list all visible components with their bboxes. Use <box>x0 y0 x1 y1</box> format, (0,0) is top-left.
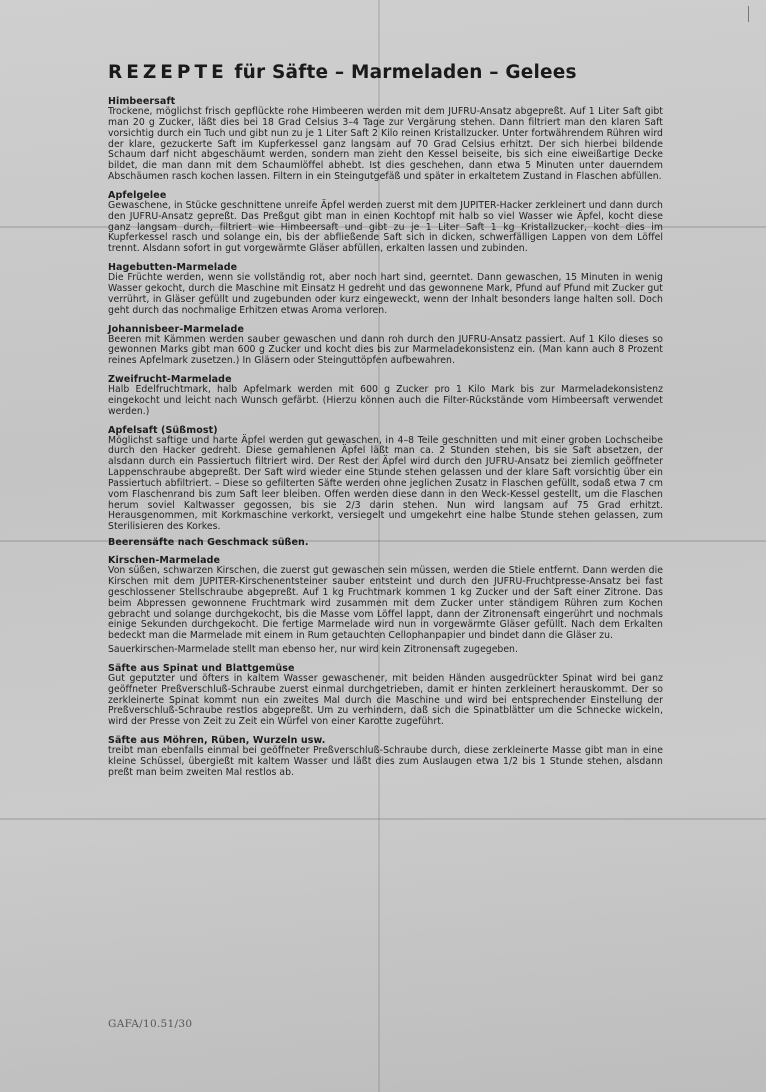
recipe-heading: Säfte aus Spinat und Blattgemüse <box>108 662 295 674</box>
recipe-text: Gut geputzter und öfters in kaltem Wasser gewaschener, mit beiden Händen ausgedrückter Spinat wird bei ganz geöffneter Preßverschluß-Schraube zuerst einmal durchgetrieben, damit er hinten zerkleinert herauskommt. Der so zerkleinerte Spinat kommt nun ein zweites Mal durch die Maschine und wird bei entsprechender Einstellung der Preßverschluß-Schraube restlos abgepreßt. Um zu verhindern, daß sich die Spinatblätter um die Schnecke wickeln, wird der Presse von Zeit zu Zeit ein Würfel von einer Karotte zugeführt. <box>108 672 663 728</box>
recipe-kirschen-marmelade <box>108 555 663 656</box>
recipe-moehren-saefte <box>108 735 663 779</box>
corner-mark <box>748 6 749 22</box>
recipe-spinat-saefte <box>108 663 663 728</box>
recipe-text: Halb Edelfruchtmark, halb Apfelmark werden mit 600 g Zucker pro 1 Kilo Mark bis zur Marmeladekonsistenz eingekocht und leicht nach Wunsch gefärbt. (Hierzu können auch die Filter-Rückstände vom Himbeersaft verwendet werden.) <box>108 384 663 417</box>
recipe-zweifrucht-marmelade <box>108 374 663 418</box>
recipe-heading: Apfelgelee <box>108 189 167 201</box>
recipe-note: Beerensäfte nach Geschmack süßen. <box>108 537 309 549</box>
recipe-heading: Säfte aus Möhren, Rüben, Wurzeln usw. <box>108 735 326 747</box>
recipe-heading: Apfelsaft (Süßmost) <box>108 424 218 436</box>
recipe-apfelsaft <box>108 425 663 549</box>
recipe-heading: Hagebutten-Marmelade <box>108 262 238 274</box>
title-subject: für Säfte – Marmeladen – Gelees <box>234 62 577 83</box>
paper-fold <box>0 818 766 820</box>
recipe-text: Die Früchte werden, wenn sie vollständig rot, aber noch hart sind, geerntet. Dann gewaschen, 15 Minuten in wenig Wasser gekocht, durch die Maschine mit Einsatz H gedreht und das gewonnene Mark, Pfund auf Pfund mit Zucker gut verrührt, in Gläser gefüllt und zugebunden oder kurz eingeweckt, wenn der Inhalt besonders lange halten soll. Doch geht durch das nochmalige Erhitzen etwas Aroma verloren. <box>108 272 663 316</box>
document-title <box>108 62 668 83</box>
recipe-note: Sauerkirschen-Marmelade stellt man ebenso her, nur wird kein Zitronensaft zugegeben. <box>108 644 518 656</box>
recipe-text: Beeren mit Kämmen werden sauber gewaschen und dann roh durch den JUFRU-Ansatz passiert. Auf 1 Kilo dieses so gewonnen Marks gibt man 600 g Zucker und kocht dies bis zur Marmeladekonsistenz ein. (Man kann auch 8 Prozent reines Apfelmark zusetzen.) In Gläsern oder Steinguttöpfen aufbewahren. <box>108 333 663 367</box>
recipe-text: Gewaschene, in Stücke geschnittene unreife Äpfel werden zuerst mit dem JUPITER-Hacker zerkleinert und dann durch den JUFRU-Ansatz gepreßt. Das Preßgut gibt man in einen Kochtopf mit halb so viel Wasser wie Äpfel, kocht diese ganz langsam durch, filtriert wie Himbeersaft und gibt zu je 1 Liter Saft 1 kg Kristallzucker, kocht dies im Kupferkessel rasch und solange ein, bis der abfließende Saft sich in dicken, schwerfälligen Lappen von dem Löffel trennt. Alsdann sofort in gut vorgewärmte Gläser abfüllen, erkalten lassen und zubinden. <box>108 199 663 255</box>
recipe-list <box>108 96 663 786</box>
recipe-text: Möglichst saftige und harte Äpfel werden gut gewaschen, in 4–8 Teile geschnitten und mit einer groben Lochscheibe durch den Hacker gedreht. Diese gemahlenen Äpfel läßt man ca. 2 Stunden stehen, bis sie Saft absetzen, der alsdann durch ein Passiertuch filtriert wird. Der Rest der Äpfel wird durch den JUFRU-Ansatz bei ziemlich geöffneter Lappenschraube abgepreßt. Der Saft wird wieder eine Stunde stehen gelassen und der klare Saft vorsichtig über ein Passiertuch abfiltriert. – Diese so gefilterten Säfte werden ohne jeglichen Zusatz in Flaschen gefüllt, sodaß etwa 7 cm vom Flaschenrand bis zum Saft leer bleiben. Offen werden diese dann in den Weck-Kessel gestellt, um die Flaschen herum soviel Kaltwasser gegossen, bis sie 2/3 darin stehen. Nun wird langsam auf 75 Grad erhitzt. Herausgenommen, mit Korkmaschine verkorkt, versiegelt und umgekehrt eine halbe Stunde stehen gelassen, zum Sterilisieren des Korkes. <box>108 434 663 533</box>
recipe-heading: Himbeersaft <box>108 96 176 107</box>
recipe-heading: Johannisbeer-Marmelade <box>108 323 244 335</box>
recipe-text: treibt man ebenfalls einmal bei geöffneter Preßverschluß-Schraube durch, diese zerkleinerte Masse gibt man in eine kleine Schüssel, übergießt mit kaltem Wasser und läßt dies zum Auslaugen etwa 1/2 bis 1 Stunde stehen, alsdann preßt man beim zweiten Mal restlos ab. <box>108 745 663 778</box>
recipe-text: Trockene, möglichst frisch gepflückte rohe Himbeeren werden mit dem JUFRU-Ansatz abgepreßt. Auf 1 Liter Saft gibt man 20 g Zucker, läßt dies bei 18 Grad Celsius 3–4 Tage zur Vergärung stehen. Dann filtriert man den klaren Saft vorsichtig durch ein Tuch und gibt nun zu je 1 Liter Saft 2 Kilo reinen Kristallzucker. Unter fortwährendem Rühren wird der klare, gezuckerte Saft im Kupferkessel ganz langsam auf 70 Grad Celsius erhitzt. Der sich hierbei bildende Schaum darf nicht abgeschäumt werden, sondern man zieht den Kessel beiseite, bis sich eine eiweißartige Decke bildet, die man dann mit dem Schaumlöffel abhebt. Ist dies geschehen, dann etwa 5 Minuten unter dauerndem Abschäumen rasch kochen lassen. Filtern in ein Steingutgefäß und später in erkaltetem Zustand in Flaschen abfüllen. <box>108 106 663 183</box>
recipe-text: Von süßen, schwarzen Kirschen, die zuerst gut gewaschen sein müssen, werden die Stiele entfernt. Dann werden die Kirschen mit dem JUPITER-Kirschenentsteiner sauber entsteint und durch den JUFRU-Fruchtpresse-Ansatz bei fast geschlossener Stellschraube abgepreßt. Auf 1 kg Fruchtmark kommen 1 kg Zucker und der Saft einer Zitrone. Das beim Abpressen gewonnene Fruchtmark wird zusammen mit dem Zucker unter ständigem Rühren zum Kochen gebracht und solange durchgekocht, bis die Masse vom Löffel lappt, dann der Zitronensaft eingerührt und nochmals einige Sekunden durchgekocht. Die fertige Marmelade wird nun in vorgewärmte Gläser gefüllt. Nach dem Erkalten bedeckt man die Marmelade mit einem in Rum getauchten Cellophanpapier und bindet dann die Gläser zu. <box>108 565 663 642</box>
title-recipes: REZEPTE <box>108 62 228 83</box>
recipe-heading: Zweifrucht-Marmelade <box>108 374 232 386</box>
recipe-hagebutten-marmelade <box>108 262 663 316</box>
print-code: GAFA/10.51/30 <box>108 1018 193 1030</box>
recipe-himbeersaft <box>108 96 663 183</box>
recipe-heading: Kirschen-Marmelade <box>108 555 221 567</box>
recipe-johannisbeer-marmelade <box>108 324 663 368</box>
recipe-apfelgelee <box>108 190 663 255</box>
